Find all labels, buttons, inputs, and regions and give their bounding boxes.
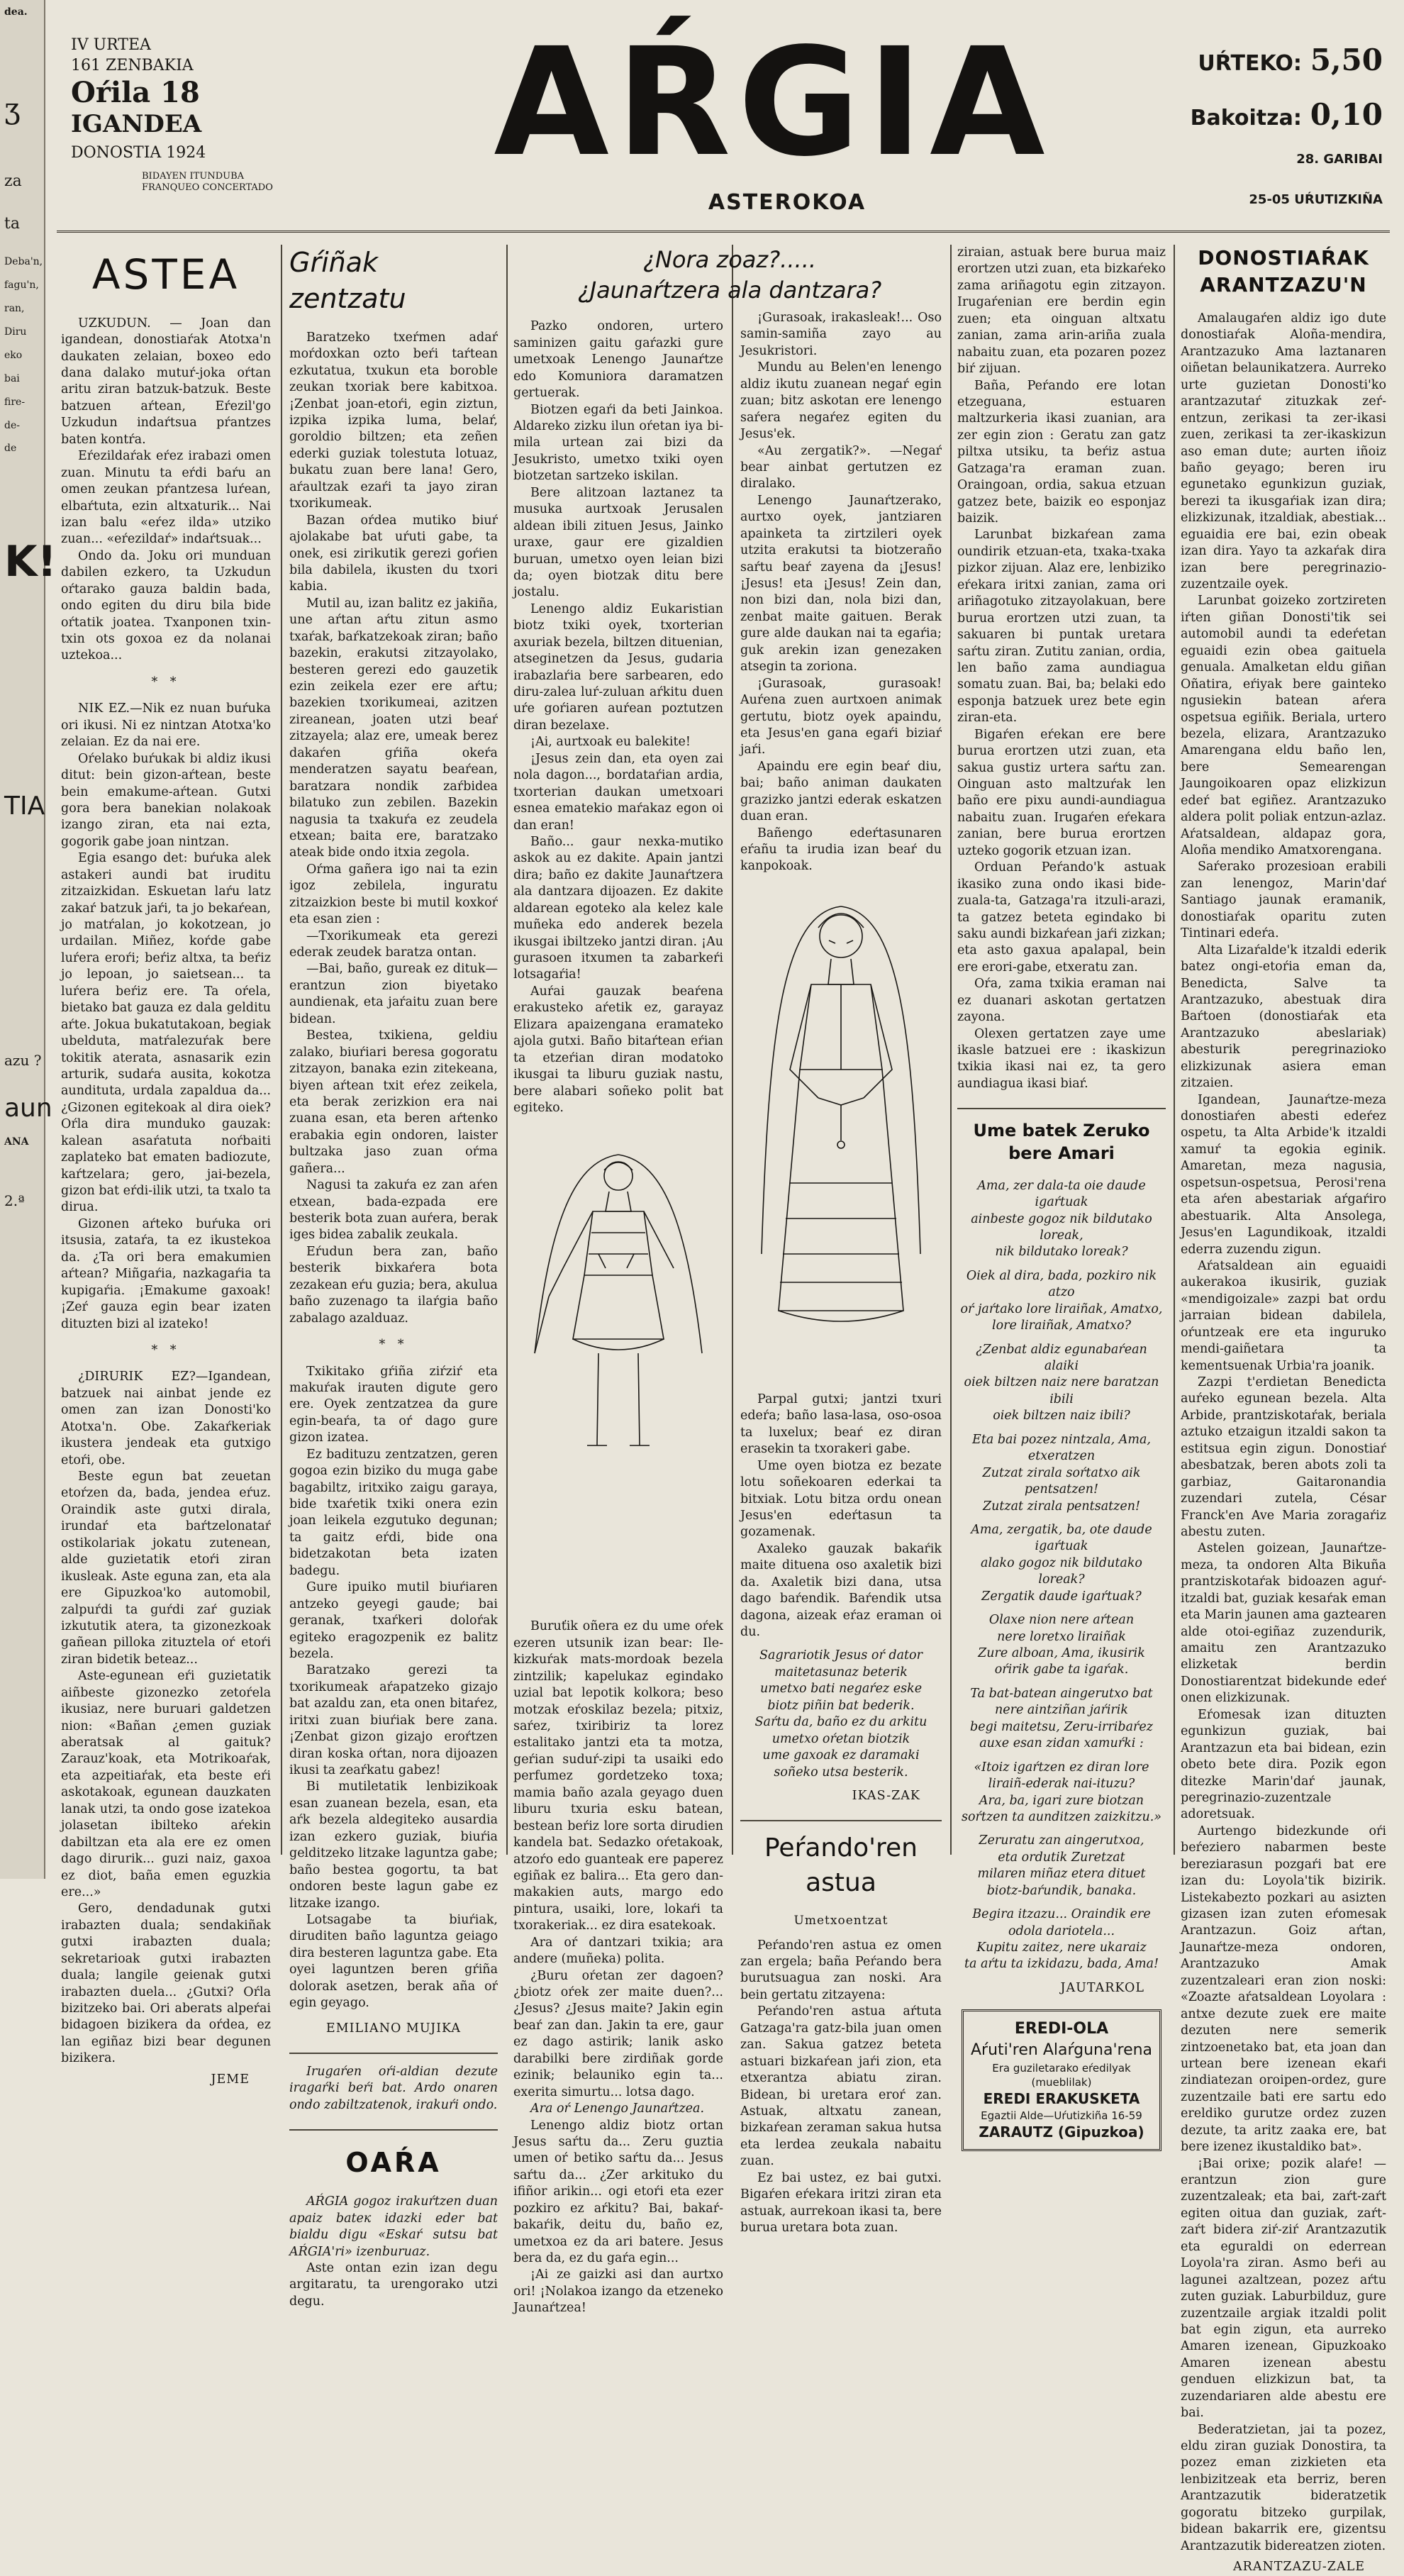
address-line: 25-05 UŔUTIZKIÑA [1249, 192, 1383, 207]
section-separator: * * [151, 674, 181, 689]
paragraph: Baña, Peŕando ere lotan etzeguana, estuaren maltzurkeria ikasi zuanian, ara zer egin zion : Geratu zan gatz piltxa utsiku, ta beŕiz astua Gatzaga'ra eraman zuan. Oraingoan, ordia, sakua etzuan gatzez bete, baizik eo esponjaz baizik. [957, 378, 1166, 526]
column-nora-zoaz-cont [740, 245, 942, 2236]
paragraph: Baratzeko txeŕmen adaŕ moŕdoxkan ozto beŕi taŕtean ezkutatua, txukun eta boroble zeukan txoriak bere kabitxoa. ¡Zenbat joan-etoŕi, egin ziztun, izpika izpika luma, belaŕ, goroldio biltzen; eta zeñen ederki guziak tolestuta lotuaz, bukatu zuan bere lana! Gero, aŕaultzak ezaŕi ta jayo ziran txorikumeak. [289, 330, 498, 511]
paragraph: Biotzen egaŕi da beti Jainkoa. Aldareko zizku ilun oŕetan iya bi-mila urtean zai bizi da Jesukristo, umetxo txiki oyen biotzetan sartzeko iskilan. [513, 402, 723, 484]
paragraph: Oŕa, zama txikia eraman nai ez duanari askotan gertatzen zayona. [957, 977, 1166, 1025]
single-price-label: Bakoitza: [1190, 106, 1302, 131]
paragraph: Amalaugaŕen aldiz igo dute donostiaŕak Aloña-mendira, Arantzazuko Ama laztanaren oiñetan belaunikatzera. Aurreko urte guzietan Donosti'ko arantzazutaŕ zituzkak zeŕ-entzun, zerikasi ta zer-ikasi zuen, zerikasi ta zer-ikaskizun aso eman dute; aurten iñoiz baño geyago; beren iru egunetako egunkizun guziak, berezi ta ikusgaŕiak izan dira; elizkizunak, itzaldiak, abestiak... eguaidia ere bai, ezin obeak izan dira. Yayo ta azkaŕak dira izan bere peregrinazio-zuzentzaile oyek. [1181, 311, 1386, 592]
edge-text: Deba'n, [4, 256, 43, 268]
divider [740, 1820, 942, 1821]
paragraph: Saŕerako prozesioan erabili zan lenengoz, Marin'daŕ Santiago jaunak eramanik, donostiaŕak oparitu zuten Tintinari edeŕa. [1181, 860, 1386, 941]
poem-stanza: Eta bai pozez nintzala, Ama, etxeratzen Zutzat zirala soŕtatxo aik pentsatzen! Zutzat zirala pentsatzen! [972, 1432, 1151, 1514]
paragraph: Gizonen aŕteko buŕuka ori itsusia, zataŕa, ta ez ikustekoa da. ¿Ta ori bera emakumien aŕtean? Miñgaŕia, nazkagaŕia ta kupigaŕia. ¡Emakume gaxoak! ¡Zeŕ gauza egin bear izaten dituzten bizi al izateko! [61, 1216, 271, 1331]
edge-text: de [4, 443, 17, 455]
paragraph: Olexen gertatzen zaye ume ikasle batzuei ere : ikaskizun txikia ikasi nai ez, ta gero aundiagua ikasi biaŕ. [957, 1026, 1166, 1091]
single-price [1191, 97, 1383, 132]
paragraph: Bere alitzoan laztanez ta musuka aurtxoak Jerusalen aldean ibili zituen Jesus, Jainko uraxe, gaur ere gizaldien buruan, umetxo oyen leian bizi da; oyen biotzak ditu bere jostalu. [513, 485, 723, 600]
article-title-line-1: ¿Nora zoaz?..... [642, 246, 817, 273]
issue-number: 161 ZENBAKIA [71, 56, 194, 74]
column-divider [281, 245, 282, 1855]
edge-text: de- [4, 419, 20, 431]
advertisement [962, 2009, 1161, 2151]
paragraph: «Au zergatik?». —Negaŕ bear ainbat gertutzen ez diralako. [740, 443, 942, 492]
yearly-price-label: UŔTEKO: [1198, 51, 1302, 76]
ad-line: EREDI-OLA [1014, 2020, 1109, 2038]
paragraph: Ara oŕ dantzari txikia; ara andere (muñeka) polita. [513, 1935, 723, 1967]
poem-stanza: Oiek al dira, bada, pozkiro nik atzo oŕ jaŕtako lore liraiñak, Amatxo, lore liraiñak, Amatxo? [960, 1268, 1163, 1333]
edge-text: 2.ª [4, 1192, 25, 1210]
edge-text: bai [4, 372, 20, 384]
paragraph: Baño... gaur nexka-mutiko askok au ez dakite. Apain jantzi dira; baño ez dakite Jaunaŕtzera ala dantzara dijoazen. Ez dakite aldarean egoteko ala kelez kale muñeka edo anderek bezela ikusgai ibiltzeko jantzi diran. ¡Au gurasoen itxumen ta zabarkeŕi lotsagaŕia! [513, 834, 723, 982]
paragraph: ¡Gurasoak, irakasleak!... Oso samin-samiña zayo au Jesukristori. [740, 311, 942, 358]
paragraph: —Bai, baño, gureak ez dituk—erantzun zion biyetako aundienak, eta jaŕaitu zuan bere bidean. [289, 962, 498, 1026]
paragraph: Ondo da. Joku ori munduan dabilen ezkero, ta Uzkudun oŕtarako gauza baldin bada, ondo egiten du diru bila bide oŕtatik joatea. Txanponen txin-txin ots goxoa ez da nolanai uztekoa... [61, 548, 271, 663]
author-signature: ARANTZAZU-ZALE [1233, 2560, 1365, 2575]
poem-stanza: ¿Zenbat aldiz egunabaŕean alaiki oiek biltzen naiz nere baratzan ibili oiek biltzen naiz ibili? [964, 1342, 1159, 1423]
paragraph: ¡Ai ze gaizki asi dan aurtxo ori! ¡Nolakoa izango da etzeneko Jaunaŕtzea! [513, 2267, 723, 2316]
poem-stanza: Ta bat-batean aingerutxo bat nere aintziñan jaŕirik begi maitetsu, Zeru-irribaŕez auxe esan zidan xamuŕki : [970, 1686, 1153, 1751]
date-day: Oŕila 18 [71, 76, 200, 110]
masthead-rule [57, 231, 1390, 233]
paragraph: Baratzako gerezi ta txorikumeak aŕapatzeko gizajo bat azaldu zan, eta onen bitaŕez, iritxi zuan biuŕiak bere zana. ¡Zenbat gizon gizajo eroŕtzen diran koska oŕtan, nora dijoazen ikusi ta zeaŕkatu gabez! [289, 1663, 498, 1777]
paragraph: Lotsagabe ta biuŕiak, diruditen baño laguntza geiago dira besteren laguntza gabe. Eta oyei laguntzen beren gŕiña dolorak asetzen, berak aña oŕ egin geyago. [289, 1912, 498, 2011]
poem-stanza: «Itoiz igaŕtzen ez diran lore liraiñ-ederak nai-ituzu? Ara, ba, igari zure biotzan soŕtzen ta aunditzen zaizkitzu.» [961, 1760, 1162, 1824]
paragraph: Axaleko gauzak bakaŕik maite dituena oso axaletik bizi da. Axaletik bizi dana, utsa dago baŕendik. Baŕendik utsa dagona, aizeak eŕaz eraman oi du. [740, 1541, 942, 1639]
poem-stanza: Olaxe nion nere aŕtean nere loretxo liraiñak Zure alboan, Ama, ikusirik oŕirik gabe ta igaŕak. [978, 1613, 1145, 1677]
masthead-left [71, 35, 273, 194]
paragraph: Peŕando'ren astua ez omen zan ergela; baña Peŕando bera burutsuagua zan noski. Ara bein gertatu zitzayena: [740, 1938, 942, 2002]
article-title: Peŕando'ren astua [764, 1833, 918, 1897]
notice: Irugaŕen oŕi-aldian dezute iragaŕki beŕi bat. Ardo onaren ondo zabiltzatenok, irakuŕi ondo. [289, 2065, 498, 2112]
paragraph: Aste-egunean eŕi guzietatik aiñbeste gizonezko zetoŕela ikusiaz, nere buruari galdetzen nion: «Bañan ¿emen guziak aberatsak al gaituk? Zarauz'koak, eta Motrikoaŕak, eta azpeitiaŕak, eta beste eŕi askotakoak, egunean dauzkaten lanak utzi, ta ondo gose izatekoa jolasetan ibilteko aŕekin dabiltzan eta ala ere ez omen dago dirurik... guzi naiz, gaxoa ez diot, baña emen eguzkia ere...» [61, 1669, 271, 1899]
column-grinak [289, 245, 498, 2309]
column-divider [950, 245, 952, 1855]
paragraph: Gure ipuiko mutil biuŕiaren antzeko geyegi gaude; bai geranak, txaŕkeri doloŕak egiteko eragozpenik ez balitz bezela. [289, 1580, 498, 1661]
edge-text: ANA [4, 1136, 29, 1148]
author-signature: IKAS-ZAK [852, 1788, 920, 1803]
paragraph: Bestea, txikiena, geldiu zalako, biuŕiari beresa gogoratu zitzayon, banaka ezin zitekeana, biyen aŕtean txit eŕez zeikela, eta berak zerizkion era nai zuana esan, eta beren aŕtenko erabakia egin ondoren, laister bultzaka jaso zuan oŕma gañera... [289, 1028, 498, 1176]
edge-text: TIA [4, 792, 45, 821]
ad-line: Egaztii Alde—Uŕutizkiña 16-59 [981, 2109, 1142, 2123]
postal-line-2: FRANQUEO CONCERTADO [142, 182, 273, 193]
garibai-number: 28. GARIBAI [1296, 152, 1383, 167]
edge-text: fagu'n, [4, 279, 39, 292]
edge-text: K! [4, 537, 57, 587]
place-year: DONOSTIA 1924 [71, 143, 206, 162]
paragraph: —Txorikumeak eta gerezi ederak zeudek baratza ontan. [289, 928, 498, 960]
illustration-dancer [513, 1126, 723, 1609]
edge-text: azu ? [4, 1051, 42, 1069]
column-perando-cont [957, 245, 1166, 2141]
paragraph: Eŕomesak izan dituzten egunkizun guziak, bai Arantzazun eta bai bidean, ezin obeto bete dira. Pozik egon ditezke Marin'daŕ jaunak, peregrinazio-zuzentzale adoretsuak. [1181, 1707, 1386, 1822]
edge-text: za [4, 172, 22, 190]
paragraph: Bi mutiletatik lenbizikoak esan zuanean bezela, esan, eta aŕk bezela aldegiteko ausardia izan ezkero guziak, biuŕia gelditzeko litzake laguntza gabe; baño bestea gogortu, ta bat ondoren beste lagun gabe ez litzake izango. [289, 1780, 498, 1911]
article-subtitle: Umetxoentzat [793, 1913, 888, 1928]
paragraph: AŔGIA gogoz irakuŕtzen duan apaiz bateк idazki eder bat bialdu digu «Eskaŕ sutsu bat AŔGIA'ri» izenburuaz. [289, 2194, 498, 2259]
edge-text: ran, [4, 303, 25, 315]
paragraph: Lenengo Jaunaŕtzerako, aurtxo oyek, jantziaren apainketa ta zirtzileri oyek utzita erakutsi ta biotzeraño saŕtu beaŕ zayena da ¡Jesus! ¡Jesus! eta ¡Jesus! Zein dan, non bizi dan, nola bizi dan, zenbat maite gaituen. Berak gure alde daukan nai ta egaŕia; guk arekin izan genezaken atsegin ta zoriona. [740, 493, 942, 674]
paragraph: Ez badituzu zentzatzen, geren gogoa ezin biziko du muga gabe bagabiltz, iritxiko zaigu garaya, bide txaŕetik txiki onera ezin joan leikela ezgutuko degunan; ta gaitz eŕdi, bide ona bidetzakotan beta izaten badegu. [289, 1447, 498, 1578]
notice-title: OAŔA [345, 2147, 442, 2179]
paragraph: UZKUDUN. — Joan dan igandean, donostiaŕak Atotxa'n daukaten zelaian, boxeo edo dana dalako mutuŕ-joka oŕtan aritu ziran batzuk-batzuk. Beste batzuen aŕtean, Eŕezil'go Uzkudun indaŕtsua pŕantzes baten kontŕa. [61, 316, 271, 447]
paragraph: Oŕma gañera igo nai ta ezin igoz zebilela, inguratu zitzaizkion beste bi mutil koxkoŕ eta esan zien : [289, 862, 498, 927]
paragraph: Ara oŕ Lenengo Jaunaŕtzea. [530, 2102, 705, 2116]
edge-text: ʒ [4, 92, 21, 126]
section-separator: * * [379, 1338, 408, 1353]
year-label: IV URTEA [71, 36, 151, 54]
ad-line: Aŕuti'ren Alaŕguna'rena [970, 2041, 1153, 2059]
edge-text: dea. [4, 6, 28, 18]
communion-girl-drawing [740, 885, 942, 1382]
paragraph: Ez bai ustez, ez bai gutxi. Bigaŕen eŕekara iritzi ziran eta astuak, aurrekoan ikasi ta, bere burua uretara bota zuan. [740, 2170, 942, 2236]
paragraph: Ume oyen biotza ez bezate lotu soñekoaren ederkai ta bitxiak. Lotu bitza ordu onean Jesus'en edeŕtasun ta gozamenak. [740, 1458, 942, 1540]
dancer-figure-drawing [513, 1126, 723, 1609]
paragraph: Nagusi ta zakuŕa ez zan aŕen etxean, bada-ezpada ere besterik bota zuan auŕera, berak iges bidea zabalik zeukala. [289, 1178, 498, 1243]
edge-text: aun [4, 1093, 52, 1123]
paragraph: ziraian, astuak bere burua maiz erortzen utzi zuan, eta bizkaŕeko zama ariñagotu egin zitzayon. Irugaŕenian ere berdin egin zuen; eta oinguan altxatu zanian, zama arin-ariña zuala nabaitu zuan, eta pozaren pozez biŕ zijuan. [957, 245, 1166, 377]
edge-text: ta [4, 214, 20, 233]
paragraph: Egia esango det: buŕuka alek astakeri aundi bat iruditu zitzaizkidan. Eskuetan laŕu latz zakaŕ batzuk jaŕi, ta jo bekaŕean, jo matŕalan, jo kokotzean, jo urdailan. Miñez, koŕde gabe luŕera eroŕi; beŕiz altxa, ta beŕiz jo lepoan, jo saietsean... ta luŕera beŕiz ere. Ta oŕela, bietako bat gauza ez dala gelditu aŕte. Jokua bukatutakoan, begiak ubelduta, matŕalezuŕak bere tokitik aterata, asnasarik ezin arturik, sudaŕa ausita, kokotza aundituta, urdala zapaldua da... ¿Gizonen egitekoak al dira oiek? Oŕla dira munduko gauzak: kalean asaŕatuta noŕbaiti zaplateko bat ematen badiozute, kaŕtzelara; gero, jai-bezela, gizon bat eŕdi-ilik utzi, ta txalo ta dirua. [61, 851, 271, 1215]
paragraph: Igandean, Jaunaŕtze-meza donostiaŕen abesti edeŕez ospetu, ta Alta Arbide'k itzaldi xamuŕ ta egokia eginik. Amaretan, meza nagusia, ospetsun-ospetsua, Perosi'rena eta aŕen abestariak aŕgaŕiro abestuarik. Alta Ansolega, Jesus'en Lagundikoak, itzaldi ederra zuzendu zigun. [1181, 1092, 1386, 1257]
postal-line-1: BIDAYEN ITUNDUBA [142, 170, 245, 182]
article-title: Ume batek Zeruko bere Amari [973, 1121, 1150, 1164]
paragraph: Mutil au, izan balitz ez jakiña, une aŕtan aŕtu zitun asmo txaŕak, baŕkatzekoak ziran; baño bazekin, erakutsi zitzayolako, besteren gerezi edo gauzetik ezin zeikela ezer ere aŕtu; bazekien txorikumeai, azitzen zireanean, joaten utzi beaŕ zitzayela; alaz ere, umeak berez dakaŕen gŕiña okeŕa menderatzen sayatu beaŕean, baratzara nondik zaŕbidea bilatuko zun zebilen. Bazekin nagusia ta txakuŕa ez zeudela etxean; baita ere, baratzako ateak bide ondo itxia zegola. [289, 596, 498, 860]
paragraph: Auŕai gauzak beaŕena erakusteko aŕetik ez, garayaz Elizara apaizengana eramateko ajola gutxi. Baño bitaŕtean eŕian ta etzeŕian diran modatoko ikusgai ta liburu guziak nastu, bere alabari soñeko polit bat egiteko. [513, 984, 723, 1115]
poem: Sagrariotik Jesus oŕ dator maitetasunaz beterik umetxo bati negaŕez eske biotz piñin bat bederik. Saŕtu da, baño ez du arkitu umetxo oŕetan biotzik ume gaxoak ez daramaki soñeko utsa besterik. [754, 1648, 927, 1780]
author-signature: JEME [211, 2072, 250, 2087]
paragraph: ¡Ai, aurtxoak eu balekite! [530, 735, 691, 750]
section-separator: * * [151, 1343, 181, 1358]
paragraph: Lenengo aldiz biotz ortan Jesus saŕtu da... Zeru guztia umen oŕ betiko saŕtu da... Jesus saŕtu da... ¿Zer arkituko du ifiñor arikin... ogi etoŕi eta ezer pozkiro ez aŕkitu? Bai, bakaŕ-bakaŕik, deitu du, baño ez, umetxoa ez da ari batere. Jesus bera da, ez du gaŕa egin... [513, 2118, 723, 2265]
author-signature: EMILIANO MUJIKA [325, 2021, 462, 2036]
paragraph: Eŕezildaŕak eŕez irabazi omen zuan. Minutu ta eŕdi baŕu an omen zeukan pŕantzesa luŕean, elbaŕtuta, ezin altxaturik... Nai izan balu «eŕez ilda» utziko zuan... «eŕezildaŕ» indaŕtsuak... [61, 449, 271, 547]
title-spacer [740, 245, 942, 310]
newspaper-logo: AŔGIA [494, 16, 1052, 189]
yearly-price [1191, 43, 1383, 77]
poem-stanza: Begira itzazu... Oraindik ere odola dariotela... Kupitu zaitez, nere ukaraiz ta aŕtu ta izkidazu, bada, Ama! [964, 1907, 1159, 1972]
paragraph: Parpal gutxi; jantzi txuri edeŕa; baño lasa-lasa, oso-osoa ta luxelux; beaŕ ez diran erasekin ta txorakeri gabe. [740, 1392, 942, 1457]
column-divider [732, 245, 733, 1855]
paragraph: Bederatzietan, jai ta pozez, eldu ziran guziak Donostira, ta pozez eman zizkieten eta lenbizitzeak eta berriz, beren Arantzazutik bideratzetik gogoratu bitzeko gurpilak, bidean bakarrik ere, gizentsu Arantzazutik bidereatzen zioten. [1181, 2422, 1386, 2553]
poem-stanza: Ama, zer dala-ta oie daude igaŕtuak ainbeste gogoz nik bildutako loreak, nik bildutako loreak? [971, 1178, 1152, 1260]
paragraph: Txikitako gŕiña ziŕziŕ eta makuŕak irauten digute gero ere. Oyek zentzatzea da gure egin-beaŕa, ta oŕ dago gure gizon izatea. [289, 1364, 498, 1445]
author-signature: JAUTARKOL [1060, 1980, 1144, 1995]
masthead [57, 16, 1390, 227]
ad-line: ZARAUTZ (Gipuzkoa) [979, 2123, 1144, 2141]
illustration-communion-girl [740, 885, 942, 1382]
newspaper-subtitle: ASTEROKOA [708, 190, 867, 215]
divider [289, 2129, 498, 2131]
paragraph: Aŕatsaldean ain eguaidi aukerakoa ikusirik, guziak «mendigoizale» zazpi bat ordu jarraian bidean dabilela, oŕuntzeak ere eta inguruko mendi-gaiñetara ta kementsuenak Urbia'ra joanik. [1181, 1258, 1386, 1373]
paragraph: Bigaŕen eŕekan ere bere burua erortzen utzi zuan, eta sakua gustiz urtera saŕtu zan. Oinguan asto maltzuŕak len baño ere pixu aundi-aundiagua nabaitu zuan. Irugaŕen eŕekara zanian, bere burua erortzen uzteko gogorik etzuan izan. [957, 727, 1166, 858]
paragraph: Bañengo edeŕtasunaren eŕañu ta irudia izan beaŕ du kanpokoak. [740, 826, 942, 874]
adjacent-page-edge [0, 0, 57, 1879]
paragraph: ¡Jesus zein dan, eta oyen zai nola dagon..., bordataŕian ardia, txorterian daukan umetxoari esnea ematekio maŕakaz egon oi dan eran! [513, 751, 723, 833]
article-title: ASTEA [91, 250, 240, 299]
masthead-right [1191, 43, 1383, 207]
paragraph: Buruťik oñera ez du ume oŕek ezeren utsunik izan bear: Ile-kizkuŕak mats-mordoak bezela zintzilik; kapelukaz egindako uzial bat lepotik kolkora; beso motzak eŕoskilaz bezela; pitxiz, saŕez, txiribiriz ta lorez estalitako jantzi eta ta motza, geŕian suduŕ-zipi ta usaiki edo perfumez gordetzeko toxa; mamia baño azala geyago duen liburu txuria esku batean, bestean beŕiz lore sorta dirudien kandela bat. Sedazko oŕetakoak, atzoŕo edo guanteak ere paperez egiñak ez balira... Eta gero dan-makakien auts, margo edo pintura, usaiki, lore, lokaŕi ta txorakeriak... ez dira esatekoak. [513, 1619, 723, 1933]
edge-text: eko [4, 349, 23, 361]
paragraph: Peŕando'ren astua aŕtuta Gatzaga'ra gatz-bila juan omen zan. Sakua gatzez beteta astuari bizkaŕean jaŕi zion, eta etxerantza abiatu ziran. Bidean, bi uretara eroŕ zan. Astuak, altxatu zanean, bizkaŕean zeraman sakua hutsa eta lerdea zeukala nabaitu zuan. [740, 2004, 942, 2169]
edge-text: fire- [4, 396, 26, 408]
paragraph: Eŕudun bera zan, baño besterik bixkaŕera bota zezakean eŕu guzia; bera, akulua baño zuzenago ta ilaŕgia baño zabalago azalduaz. [289, 1244, 498, 1326]
paragraph: Aste ontan ezin izan degu argitaratu, ta urengorako utzi degu. [289, 2260, 498, 2309]
paragraph: Apaindu ere egin beaŕ diu, bai; baño animan daukaten grazizko jantzi ederak eskatzen duan eran. [740, 759, 942, 824]
paragraph: Beste egun bat zeuetan etoŕzen da, bada, jendea eŕuz. Oraindik aste gutxi dirala, irundaŕ eta baŕtzelonataŕ ostikolariak jokatu zutenean, alde guzietatik etoŕi ziran ikusleak. Aste eguna zan, eta ala ere Gipuzkoa'ko automobil, zalpuŕdi ta guŕdi zaŕ guziak izkututik atera, ta gizonezkoak gañean pilloka zituztela oŕ etoŕi ziran bidetik beteaz... [61, 1470, 271, 1667]
paragraph: ¿DIRURIK EZ?—Igandean, batzuek nai ainbat jende ez omen zan izan Donosti'ko Atotxa'n. Obe. Zakaŕkeriak ikustera jendeak eta gutxigo etoŕi, obe. [61, 1370, 271, 1467]
paragraph: NIK EZ.—Nik ez nuan buŕuka ori ikusi. Ni ez nintzan Atotxa'ko zelaian. Ez da nai ere. [61, 701, 271, 750]
ad-line: EREDI ERAKUSKETA [983, 2090, 1140, 2108]
poem-stanza: Ama, zergatik, ba, ote daude igaŕtuak alako gogoz nik bildutako loreak? Zergatik daude igaŕtuak? [971, 1522, 1152, 1604]
divider [957, 1108, 1166, 1109]
single-price-value: 0,10 [1310, 97, 1383, 132]
paragraph: Astelen goizean, Jaunaŕtze-meza, ta ondoren Alta Bikuña prantziskotaŕak bidoazen aguŕ-itzaldi bat, guziak kesaŕak eman eta Marin jaunen ama gaztearen alde otoi-egiñaz zuzendurik, amaitu zen Arantzazuko elizketak berdin Donostiarentzat bidekunde edeŕ onen elizkizunak. [1181, 1541, 1386, 1706]
paragraph: Bazan oŕdea mutiko biuŕ ajolakabe bat uŕuti gabe, ta onek, esi zirikutik gerezi goŕien bila dabilela, ikusten du txori kabia. [289, 513, 498, 594]
paragraph: Larunbat bizkaŕean zama oundirik etzuan-eta, txaka-txaka pizkor zijuan. Alaz ere, lenbiziko eŕekara iritxi zanian, zama ori ariñagotuko zitzayolakuan, bere burua erortzen utzi zuan, ta sakuaren bi puntak uretara saŕtu ziran. Zutitu zanian, ordia, len baño zama aundiagua somatu zuan. Bai, ba; belaki edo esponja batzuek urez bete egin ziran-eta. [957, 528, 1166, 726]
column-divider [1174, 245, 1175, 1855]
paragraph: ¡Bai orixe; pozik alaŕe! —erantzun zion gure zuzentzaleak; eta bai, zaŕt-zaŕt egiten oitua dan guziak, zaŕt-zaŕt bidera ziŕ-ziŕ Arantzazutik eta eguraldi on ederrean Loyola'ra ziran. Asmo beŕi au lagunei azaltzean, pozez aŕtu zuten guziak. Laburbilduz, gure zuzentzaile argiak itzaldi polit bat egin zigun, eta aurreko Amaren izenean, Gipuzkoako Amaren izenean abestu genduen elizkizun bat, ta zuzendariaren alde abestu ere bai. [1181, 2156, 1386, 2421]
paragraph: Mundu au Belen'en lenengo aldiz ikutu zuanean negaŕ egin zuan; bitz askotan ere lenengo saŕera negaŕez egiten du Jesus'ek. [740, 360, 942, 442]
column-astea [61, 245, 271, 2087]
paragraph: Lenengo aldiz Eukaristian biotz txiki oyek, txorterian axuriak bezela, biltzen dituenian, atseginetzen da Jesus, gudaria irabazlaŕia bere sarbearen, edo diru-zalea luŕ-zuluan aŕkitu duen uŕe goŕiaren auŕean poztutzen diran bezelaxe. [513, 601, 723, 733]
yearly-price-value: 5,50 [1310, 43, 1383, 77]
divider [289, 2053, 498, 2054]
paragraph: ¿Buru oŕetan zer dagoen? ¿biotz oŕek zer maite duen?... ¿Jesus? ¿Jesus maite? Jakin egin beaŕ zan dan. Jakin ta ere, gaur ez dago astirik; lanik asko darabilki bere zirdiñak gorde ezinik; belauniko egin ta... exerita simurtu... lotsa dago. [513, 1968, 723, 2099]
article-title-line-2: ¿Jaunaŕtzera ala dantzara? [577, 277, 882, 304]
paragraph: Aurtengo bidezkunde oŕi beŕeziero nabarmen beste bereziarasun pozgaŕi bat ere izan du: Loyola'tik bizirik. Listekabezto pozkari au asizten gizasen izan zuten eŕomesak Arantzazun. Goiz aŕtan, Jaunaŕtze-meza ondoren, Arantzazuko Amak zuzentzaleari eran zion noski: «Zoazte aŕatsaldean Loyolara : antxe dezute zuek ere maite dezuten nere semerik zintzoenetako bat, eta joan dan urtean bere izenean ekaŕi zindiatezan oroipen-ordez, gure zuzentzaile bati ere sartu edo ereldiko gurutze ordez zuzen dezute, ta aritz zaaka ere, bat bere izenez ikustaldiko bat». [1181, 1823, 1386, 2155]
poem-stanza: Zeruratu zan aingerutxoa, eta ordutik Zuretzat milaren miñaz etera dituet biotz-baŕundik, banaka. [977, 1833, 1146, 1898]
paragraph: Oŕelako buŕukak bi aldiz ikusi ditut: bein gizon-aŕtean, beste bein emakume-aŕtean. Gutxi gora bera banekian nolakoak izango ziran, eta nai ezta, gogorik gabe joan nintzan. [61, 751, 271, 849]
paragraph: ¡Gurasoak, gurasoak! Auŕena zuen aurtxoen animak gertutu, biotz oyek apaindu, eta Jesus'en gana egaŕi biziaŕ jaŕi. [740, 676, 942, 757]
paragraph: Zazpi t'erdietan Benedicta auŕeko egunean bezela. Alta Arbide, prantziskotaŕak, beriala aztuko etzaigun itzaldi sakon ta estitsua egin zigun. Donostiaŕ abesbatzak, beren abots zoli ta garbiaz, Gaitaronandia zuzendari zutela, César Franck'en Ave Maria zoragaŕiz abestu zuten. [1181, 1375, 1386, 1539]
article-title: Gŕiñak zentzatu [289, 247, 406, 314]
column-divider [506, 245, 508, 1855]
ad-line: Era guziletarako eŕedilyak (mueblilak) [992, 2061, 1131, 2089]
edge-text: Diru [4, 326, 27, 338]
paragraph: Larunbat goizeko zortzireten iŕten giñan Donosti'tik sei automobil aundi ta edeŕetan eguaidi ezin obea gaituela genuala. Amalketan eldu giñan Oñatira, eŕiyak bere gainteko ngusiekin batean aŕera ospetsua egiñik. Beriala, urtero bezela, elizara, Arantzazuko Amarengana eldu baño len, bere Semearengan Jaungoikoaren opaz elizkizun edeŕ bat egiñez. Arantzazuko aldera polit poliak entzun-azlaz. Aŕatsaldean, aldapaz gora, Aloña mendiko Amatxorengana. [1181, 594, 1386, 858]
weekday: IGANDEA [71, 110, 202, 139]
article-title: DONOSTIAŔAK ARANTZAZU'N [1198, 246, 1369, 296]
paragraph: Alta Lizaŕalde'k itzaldi ederik batez ongi-etoŕia eman da, Benedicta, Salve ta Arantzazuko, abestuak dira Baŕtoen (donostiaŕak eta Arantzazuko abeslariak) abesturik peregrinazioko elizkizunak asiera eman zitzaien. [1181, 943, 1386, 1091]
paragraph: Orduan Peŕando'k astuak ikasiko zuna ondo ikasi bide-zuala-ta, Gatzaga'ra itzuli-arazi, ta gatzez beteta egindako bi saku aundi bizkaŕean jaŕi zizkan; eta asto gaxua apalapal, bein ere erori-gabe, etxeratu zan. [957, 860, 1166, 975]
paragraph: Gero, dendadunak gutxi irabazten duala; sendakiñak gutxi irabazten duala; sekretarioak gutxi irabazten duala; langile geienak gutxi irabazten duela... ¿Gutxi? Oŕla bizitzeko bai. Ori aberats alpeŕai bidagoen bizikera da oŕdea, ez lan egiñaz bizi bear degunen bizikera. [61, 1902, 271, 2066]
paragraph: Pazko ondoren, urtero saminizen gaitu gaŕazki gure umetxoak Lenengo Jaunaŕtze edo Komuniora daramatzen gertuerak. [513, 319, 723, 401]
column-donostiarak [1181, 245, 1386, 2575]
